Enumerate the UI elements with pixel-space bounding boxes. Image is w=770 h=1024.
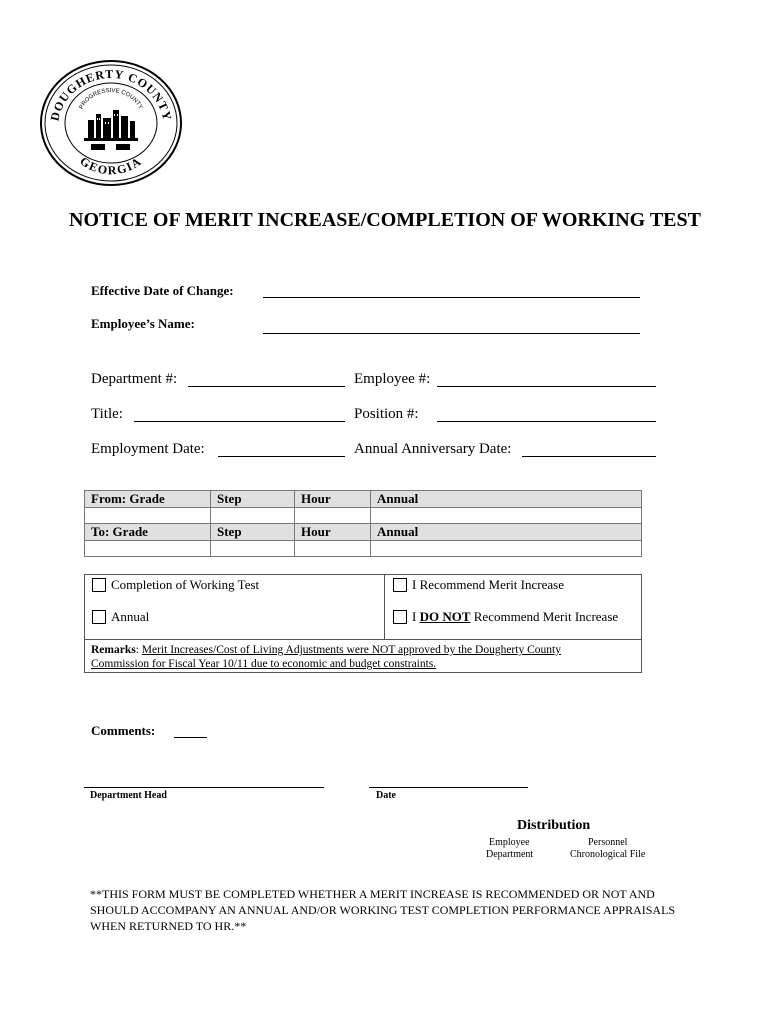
do-not-recommend-label: I DO NOT Recommend Merit Increase	[412, 609, 619, 624]
title-field[interactable]	[134, 421, 345, 422]
table-row-from-values	[85, 508, 642, 524]
title-label: Title:	[91, 406, 123, 422]
to-annual-cell[interactable]	[371, 541, 642, 557]
table-row-to-header	[85, 524, 642, 541]
from-hour-header: Hour	[295, 491, 371, 508]
divider	[85, 639, 641, 640]
remarks-text: Remarks: Merit Increases/Cost of Living Adjustments were NOT approved by the Dougherty County Commission for Fiscal Year 10/11 due to economic and budget constraints.	[91, 644, 561, 670]
grade-table	[84, 490, 642, 557]
recommend-checkbox[interactable]	[393, 578, 407, 592]
from-annual-header: Annual	[371, 491, 642, 508]
remarks-line-2: Commission for Fiscal Year 10/11 due to economic and budget constraints.	[91, 658, 437, 670]
distribution-title: Distribution	[517, 818, 591, 833]
to-step-cell[interactable]	[211, 541, 295, 557]
distribution-personnel: Personnel	[588, 837, 628, 848]
footer-note: **THIS FORM MUST BE COMPLETED WHETHER A MERIT INCREASE IS RECOMMENDED OR NOT AND SHOULD ACCOMPANY AN ANNUAL AND/OR WORKING TEST COMPLETION PERFORMANCE APPRAISALS WHEN RETURNED TO HR.**	[90, 887, 676, 933]
from-grade-cell[interactable]	[85, 508, 211, 524]
effective-date-field[interactable]	[263, 297, 640, 298]
table-row-to-values	[85, 541, 642, 557]
to-hour-header: Hour	[295, 524, 371, 541]
date-signature-line[interactable]	[369, 787, 528, 788]
to-step-header: Step	[211, 524, 295, 541]
annual-checkbox[interactable]	[92, 610, 106, 624]
effective-date-label: Effective Date of Change:	[91, 283, 234, 298]
comments-field[interactable]	[174, 737, 207, 738]
department-label: Department #:	[91, 371, 178, 387]
completion-label: Completion of Working Test	[111, 577, 260, 592]
employee-name-field[interactable]	[263, 333, 640, 334]
employee-number-label: Employee #:	[354, 371, 431, 387]
distribution-department: Department	[486, 849, 534, 860]
table-row-from-header	[85, 491, 642, 508]
county-seal-logo	[36, 58, 186, 188]
svg-text:PROGRESSIVE COUNTY: PROGRESSIVE COUNTY	[78, 87, 144, 111]
do-not-recommend-checkbox-row[interactable]	[393, 609, 618, 625]
from-hour-cell[interactable]	[295, 508, 371, 524]
completion-checkbox[interactable]	[92, 578, 106, 592]
distribution-chrono-file: Chronological File	[570, 849, 646, 860]
form-title: NOTICE OF MERIT INCREASE/COMPLETION OF WORKING TEST	[69, 209, 701, 231]
svg-text:GEORGIA: GEORGIA	[77, 153, 145, 178]
to-hour-cell[interactable]	[295, 541, 371, 557]
date-label: Date	[376, 790, 396, 801]
divider	[384, 575, 385, 639]
employee-number-field[interactable]	[437, 386, 656, 387]
comments-label: Comments:	[91, 723, 156, 738]
do-not-recommend-checkbox[interactable]	[393, 610, 407, 624]
department-head-label: Department Head	[90, 790, 167, 801]
from-step-cell[interactable]	[211, 508, 295, 524]
department-field[interactable]	[188, 386, 345, 387]
remarks-line-1: Merit Increases/Cost of Living Adjustments were NOT approved by the Dougherty County	[141, 644, 561, 656]
svg-text:DOUGHERTY COUNTY: DOUGHERTY COUNTY	[47, 66, 175, 123]
to-annual-header: Annual	[371, 524, 642, 541]
recommend-label: I Recommend Merit Increase	[412, 577, 564, 592]
employment-date-label: Employment Date:	[91, 441, 205, 457]
anniversary-date-label: Annual Anniversary Date:	[354, 441, 512, 457]
distribution-employee: Employee	[489, 837, 530, 848]
to-grade-cell[interactable]	[85, 541, 211, 557]
position-label: Position #:	[354, 406, 419, 422]
from-grade-header: From: Grade	[85, 491, 211, 508]
recommendation-box	[84, 574, 642, 673]
from-step-header: Step	[211, 491, 295, 508]
remarks-label: Remarks	[91, 644, 136, 656]
department-head-signature-line[interactable]	[84, 787, 324, 788]
employee-name-label: Employee’s Name:	[91, 316, 195, 331]
recommend-checkbox-row[interactable]	[393, 577, 564, 593]
to-grade-header: To: Grade	[85, 524, 211, 541]
position-field[interactable]	[437, 421, 656, 422]
from-annual-cell[interactable]	[371, 508, 642, 524]
employment-date-field[interactable]	[218, 456, 345, 457]
completion-checkbox-row[interactable]	[92, 577, 259, 593]
annual-label: Annual	[111, 609, 150, 624]
anniversary-date-field[interactable]	[522, 456, 656, 457]
annual-checkbox-row[interactable]	[92, 609, 149, 625]
